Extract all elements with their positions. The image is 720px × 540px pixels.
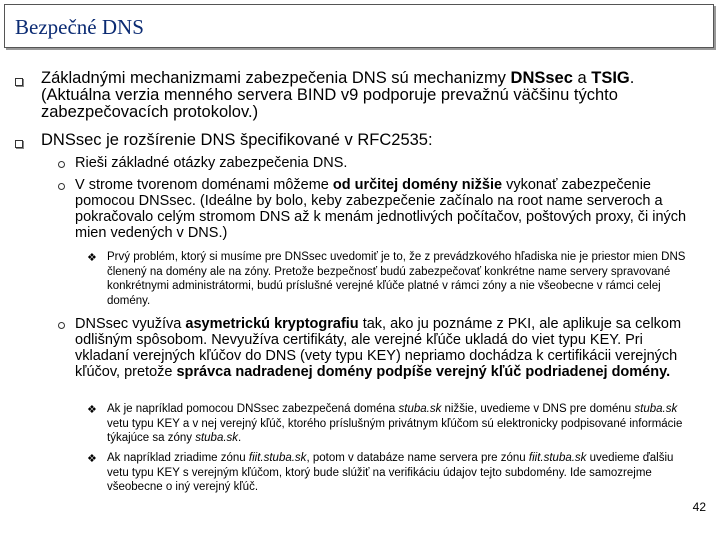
diamond-bullet-icon: ❖ — [87, 404, 97, 416]
square-bullet-icon — [15, 140, 23, 148]
sub-sub-bullet-zones: Prvý problém, ktorý si musíme pre DNSsec uvedomiť je to, že z prevádzkového hľadiska nie je priestor mien DNS členený na domény ale na zóny. Pretože bezpečnosť budú zabezpečovať konkrétne name servery spravované konkrétnymi administrátormi, budú príslušné verejné kľúče platné v rámci zóny a nie všeobecne v rámci celej domény. — [107, 251, 686, 307]
slide-title: Bezpečné DNS — [15, 15, 144, 39]
diamond-bullet-icon: ❖ — [87, 252, 97, 264]
page-number: 42 — [692, 500, 706, 514]
sub-sub-bullet-stuba: Ak je napríklad pomocou DNSsec zabezpečená doména stuba.sk nižšie, uvedieme v DNS pre doménu stuba.sk vetu typu KEY a v nej verejný kľúč, ktorého príslušným privátnym kľúčom sú elektronicky podpisované informácie týkajúce sa zóny stuba.sk. — [107, 403, 683, 444]
bullet-text-dnssec: DNSsec je rozšírenie DNS špecifikované v RFC2535: — [41, 131, 433, 149]
circle-bullet-icon — [58, 322, 65, 329]
title-box — [4, 4, 714, 48]
sub-bullet-asymmetric: DNSsec využíva asymetrickú kryptografiu tak, ako ju poznáme z PKI, ale aplikuje sa celkom odlišným spôsobom. Nevyužíva certifikáty, ale verejné kľúče ukladá do viet typu KEY. Pri vkladaní verejných kľúčov do DNS (vety typu KEY) nepriamo dochádza k certifikácii verejných kľúčov, pretože správca nadradenej domény podpíše verejný kľúč podriadenej domény. — [75, 316, 682, 380]
circle-bullet-icon — [58, 161, 65, 168]
sub-bullet-basic: Rieši základné otázky zabezpečenia DNS. — [75, 155, 348, 171]
square-bullet-icon — [15, 78, 23, 86]
sub-bullet-tree: V strome tvorenom doménami môžeme od určitej domény nižšie vykonať zabezpečenie pomocou DNSsec. (Ideálne by bolo, keby zabezpečenie začínalo na root name serveroch a pokračovalo celým stromom DNS až k menám jednotlivých počítačov, poštových proxy, či iných mien vedených v DNS.) — [75, 177, 687, 241]
bullet-text-mechanisms: Základnými mechanizmami zabezpečenia DNS sú mechanizmy DNSsec a TSIG. (Aktuálna verzia menného servera BIND v9 podporuje prevažnú väčšinu týchto zabezpečovacích protokolov.) — [41, 69, 635, 121]
sub-sub-bullet-fiit: Ak napríklad zriadime zónu fiit.stuba.sk, potom v databáze name servera pre zónu fiit.stuba.sk uvedieme ďalšiu vetu typu KEY s verejným kľúčom, ktorý bude slúžiť na verifikáciu údajov tejto subdomény. Ide samozrejme všeobecne o iný verejný kľúč. — [107, 452, 674, 493]
diamond-bullet-icon: ❖ — [87, 453, 97, 465]
circle-bullet-icon — [58, 183, 65, 190]
